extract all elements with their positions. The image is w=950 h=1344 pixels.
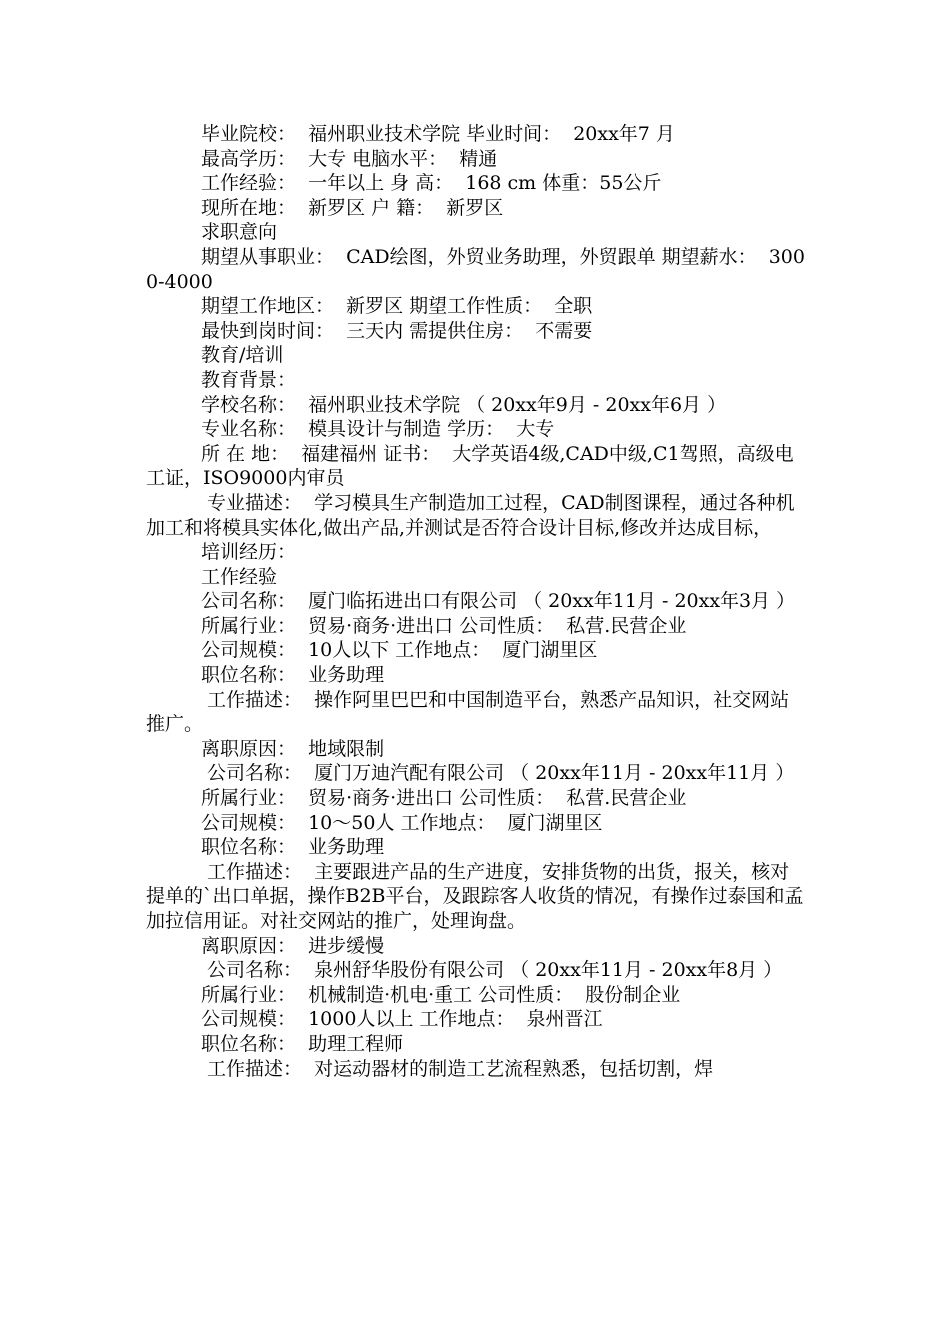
subsection-heading: 教育背景： [201, 368, 297, 391]
text-line: 专业名称： 模具设计与制造 学历： 大专 [201, 418, 555, 441]
resume-body [146, 122, 808, 1081]
text-line: 公司规模： 10～50人 工作地点： 厦门湖里区 [201, 811, 603, 834]
section-heading: 教育/培训 [201, 344, 284, 367]
text-line: 离职原因： 地域限制 [201, 737, 385, 760]
text-line: 期望从事职业： CAD绘图，外贸业务助理，外贸跟单 期望薪水： 3000-4000 [146, 245, 805, 293]
text-line: 公司规模： 1000人以上 工作地点： 泉州晋江 [201, 1008, 603, 1031]
text-line: 公司名称： 泉州舒华股份有限公司 （ 20xx年11月 - 20xx年8月 ） [201, 959, 783, 982]
text-line: 专业描述： 学习模具生产制造加工过程，CAD制图课程，通过各种机加工和将模具实体化,做出产品,并测试是否符合设计目标,修改并达成目标， [146, 491, 795, 539]
text-line: 工作描述： 对运动器材的制造工艺流程熟悉，包括切割，焊 [201, 1057, 714, 1080]
text-line: 最高学历： 大专 电脑水平： 精通 [201, 147, 498, 170]
text-line: 所属行业： 贸易·商务·进出口 公司性质： 私营.民营企业 [201, 614, 687, 637]
text-line: 工作描述： 操作阿里巴巴和中国制造平台，熟悉产品知识，社交网站推广。 [146, 688, 790, 736]
section-heading: 求职意向 [201, 221, 278, 244]
text-line: 毕业院校： 福州职业技术学院 毕业时间： 20xx年7 月 [201, 123, 675, 145]
text-line: 职位名称： 业务助理 [201, 664, 385, 687]
text-line: 所 在 地： 福建福州 证书： 大学英语4级,CAD中级,C1驾照，高级电工证，ISO9000内审员 [146, 442, 794, 490]
text-line: 现所在地： 新罗区 户 籍： 新罗区 [201, 196, 504, 219]
text-line: 职位名称： 业务助理 [201, 836, 385, 859]
text-line: 所属行业： 贸易·商务·进出口 公司性质： 私营.民营企业 [201, 787, 687, 810]
text-line: 所属行业： 机械制造·机电·重工 公司性质： 股份制企业 [201, 983, 681, 1006]
text-line: 公司名称： 厦门万迪汽配有限公司 （ 20xx年11月 - 20xx年11月 ） [201, 762, 795, 785]
subsection-heading: 培训经历： [201, 541, 297, 564]
text-line: 公司名称： 厦门临拓进出口有限公司 （ 20xx年11月 - 20xx年3月 ） [201, 590, 796, 613]
text-line: 离职原因： 进步缓慢 [201, 934, 385, 957]
text-line: 工作描述： 主要跟进产品的生产进度，安排货物的出货，报关，核对提单的`出口单据，操作B2B平台，及跟踪客人收货的情况，有操作过泰国和孟加拉信用证。对社交网站的推广，处理询盘。 [146, 860, 804, 932]
text-line: 学校名称： 福州职业技术学院 （ 20xx年9月 - 20xx年6月 ） [201, 393, 727, 416]
text-line: 最快到岗时间： 三天内 需提供住房： 不需要 [201, 319, 593, 342]
text-line: 工作经验： 一年以上 身 高： 168 cm 体重：55公斤 [201, 172, 662, 195]
text-line: 期望工作地区： 新罗区 期望工作性质： 全职 [201, 295, 593, 318]
section-heading: 工作经验 [201, 565, 278, 588]
text-line: 职位名称： 助理工程师 [201, 1032, 404, 1055]
text-line: 公司规模： 10人以下 工作地点： 厦门湖里区 [201, 639, 598, 662]
